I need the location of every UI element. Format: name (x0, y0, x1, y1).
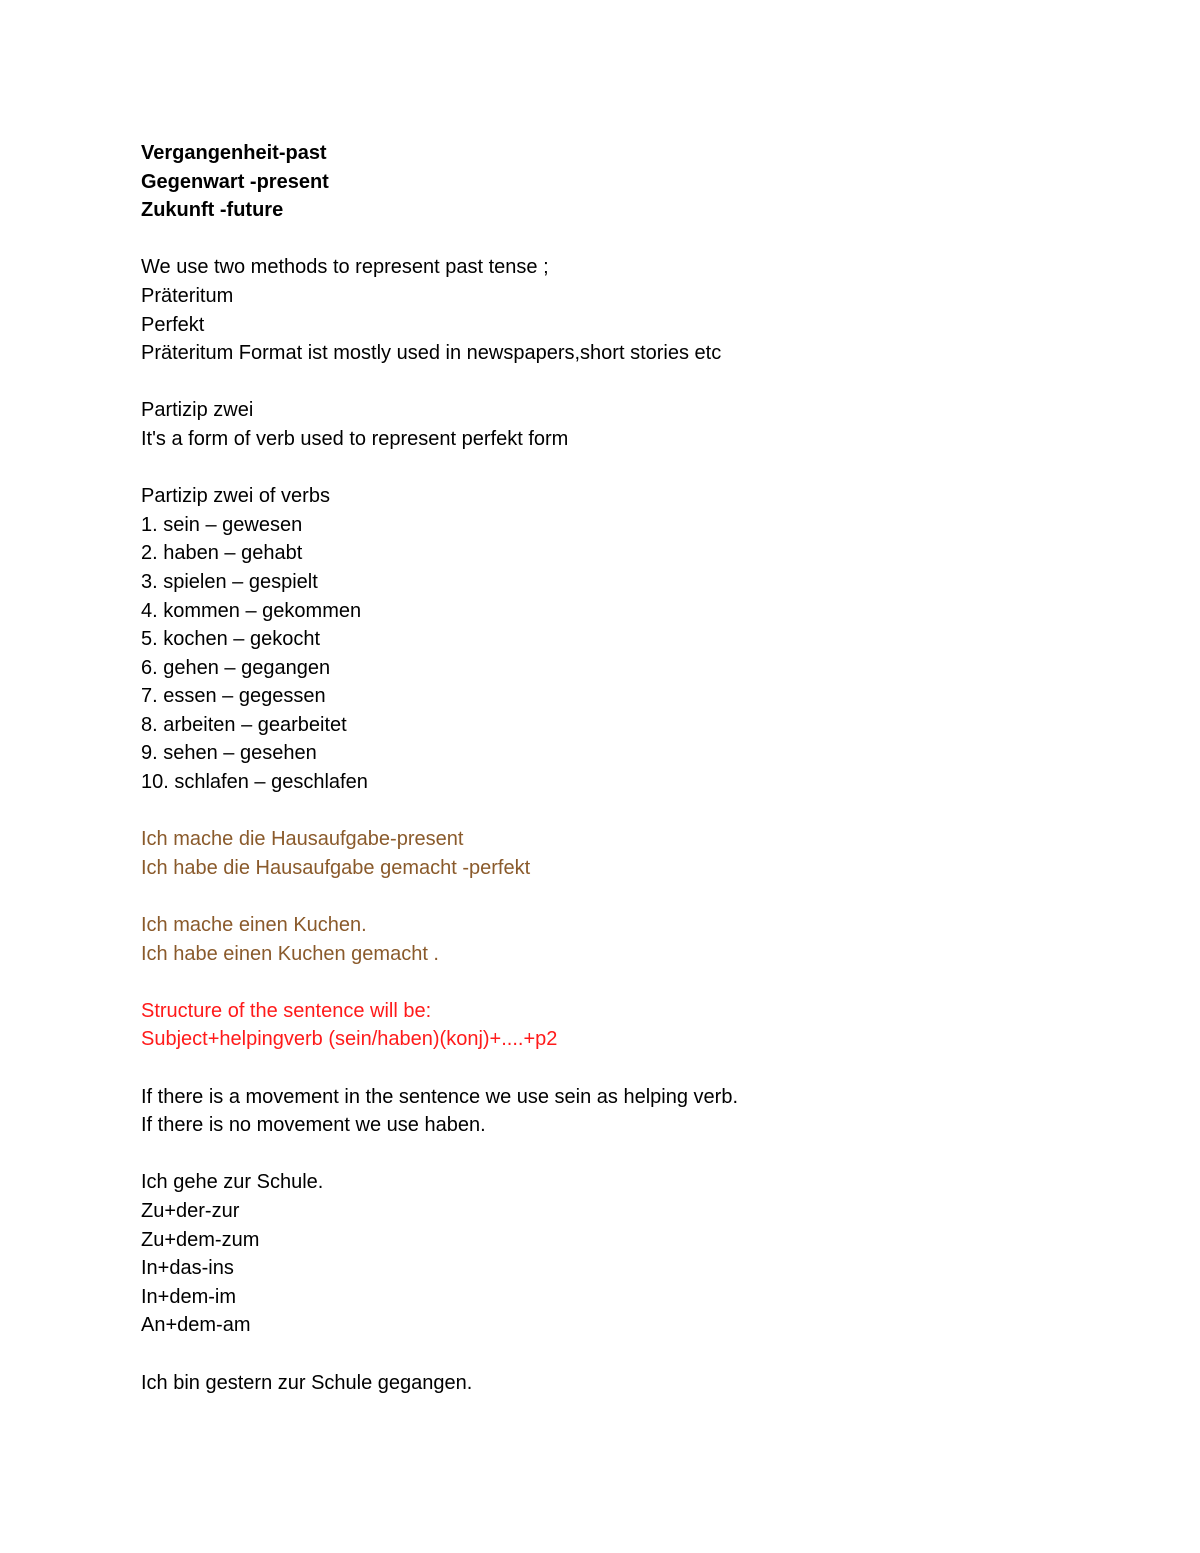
partizip-title: Partizip zwei (141, 399, 254, 422)
final-sentence: Ich bin gestern zur Schule gegangen. (141, 1371, 473, 1394)
contraction-item: In+dem-im (141, 1285, 237, 1308)
contraction-example-sentence: Ich gehe zur Schule. (141, 1171, 324, 1194)
example-sentence: Ich mache die Hausaufgabe-present (141, 828, 464, 851)
spacer (141, 968, 1101, 997)
verb-list-item: 8. arbeiten – gearbeitet (141, 713, 347, 736)
example-sentence: Ich habe einen Kuchen gemacht . (141, 942, 439, 965)
intro-line: Präteritum Format ist mostly used in newspapers,short stories etc (141, 342, 722, 365)
spacer (141, 454, 1101, 483)
contraction-item: Zu+dem-zum (141, 1228, 260, 1251)
spacer (141, 368, 1101, 397)
rule-line: If there is no movement we use haben. (141, 1114, 486, 1137)
spacer (141, 882, 1101, 911)
intro-line: Präteritum (141, 284, 234, 307)
verb-list-item: 9. sehen – gesehen (141, 742, 317, 765)
heading-past: Vergangenheit-past (141, 142, 327, 164)
verb-list-item: 2. haben – gehabt (141, 542, 303, 565)
heading-future: Zukunft -future (141, 199, 284, 222)
spacer (141, 225, 1101, 254)
structure-title: Structure of the sentence will be: (141, 999, 432, 1022)
spacer (141, 1340, 1101, 1369)
structure-formula: Subject+helpingverb (sein/haben)(konj)+....+p2 (141, 1028, 558, 1051)
verb-list-item: 4. kommen – gekommen (141, 599, 362, 622)
spacer (141, 1140, 1101, 1169)
spacer (141, 797, 1101, 826)
partizip-description: It's a form of verb used to represent perfekt form (141, 427, 569, 450)
contraction-item: In+das-ins (141, 1257, 234, 1280)
contraction-item: An+dem-am (141, 1314, 251, 1337)
intro-line: Perfekt (141, 313, 205, 336)
intro-line: We use two methods to represent past tense ; (141, 256, 549, 279)
example-sentence: Ich habe die Hausaufgabe gemacht -perfekt (141, 856, 531, 879)
verbs-title: Partizip zwei of verbs (141, 485, 330, 508)
verb-list-item: 7. essen – gegessen (141, 685, 326, 708)
heading-present: Gegenwart -present (141, 170, 329, 193)
verb-list-item: 5. kochen – gekocht (141, 628, 321, 651)
example-sentence: Ich mache einen Kuchen. (141, 914, 367, 937)
verb-list-item: 6. gehen – gegangen (141, 656, 331, 679)
verb-list-item: 1. sein – gewesen (141, 513, 303, 536)
verb-list-item: 10. schlafen – geschlafen (141, 771, 368, 794)
contraction-item: Zu+der-zur (141, 1199, 240, 1222)
document-body (141, 139, 1101, 1397)
rule-line: If there is a movement in the sentence we use sein as helping verb. (141, 1085, 739, 1108)
verb-list-item: 3. spielen – gespielt (141, 570, 318, 593)
spacer (141, 1054, 1101, 1083)
